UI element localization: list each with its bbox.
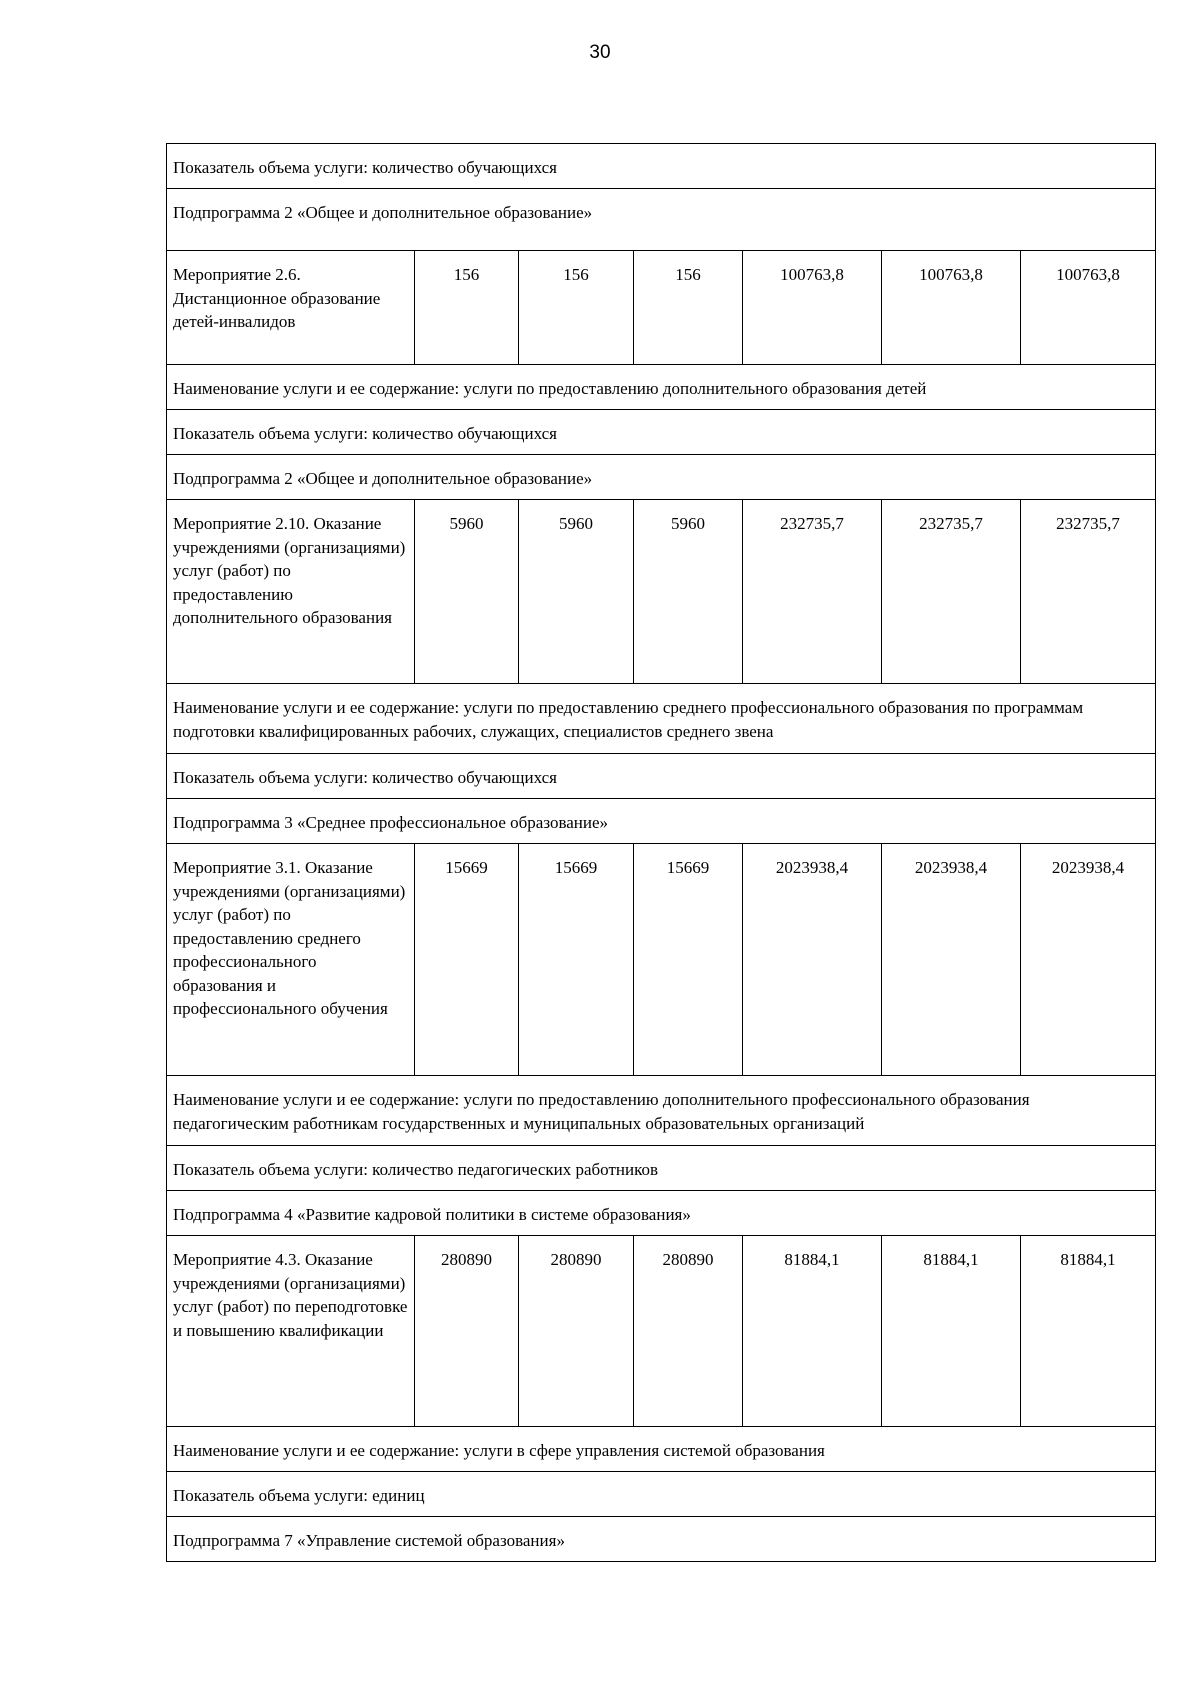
- section-text-cell: Наименование услуги и ее содержание: услуги по предоставлению дополнительного образования детей: [167, 365, 1156, 410]
- value-cell: 81884,1: [882, 1236, 1021, 1427]
- event-row: [167, 1236, 1156, 1427]
- value-cell: 232735,7: [1021, 500, 1156, 684]
- section-text-cell: Подпрограмма 2 «Общее и дополнительное образование»: [167, 189, 1156, 251]
- value-cell: 100763,8: [882, 251, 1021, 365]
- event-row: [167, 251, 1156, 365]
- section-text-cell: Показатель объема услуги: количество обучающихся: [167, 144, 1156, 189]
- section-row: [167, 1191, 1156, 1236]
- event-name-cell: Мероприятие 2.10. Оказание учреждениями (организациями) услуг (работ) по предоставлению дополнительного образования: [167, 500, 415, 684]
- value-cell: 280890: [519, 1236, 634, 1427]
- value-cell: 5960: [634, 500, 743, 684]
- value-cell: 5960: [519, 500, 634, 684]
- value-cell: 5960: [415, 500, 519, 684]
- value-cell: 81884,1: [743, 1236, 882, 1427]
- value-cell: 156: [415, 251, 519, 365]
- value-cell: 232735,7: [743, 500, 882, 684]
- section-row: [167, 455, 1156, 500]
- value-cell: 232735,7: [882, 500, 1021, 684]
- section-text-cell: Показатель объема услуги: количество обучающихся: [167, 410, 1156, 455]
- value-cell: 2023938,4: [1021, 844, 1156, 1076]
- section-text-cell: Подпрограмма 7 «Управление системой образования»: [167, 1517, 1156, 1562]
- value-cell: 280890: [634, 1236, 743, 1427]
- section-row: [167, 365, 1156, 410]
- section-text-cell: Подпрограмма 2 «Общее и дополнительное образование»: [167, 455, 1156, 500]
- section-text-cell: Показатель объема услуги: количество обучающихся: [167, 754, 1156, 799]
- section-text-cell: Подпрограмма 3 «Среднее профессиональное образование»: [167, 799, 1156, 844]
- value-cell: 156: [634, 251, 743, 365]
- section-row: [167, 1472, 1156, 1517]
- event-name-cell: Мероприятие 3.1. Оказание учреждениями (организациями) услуг (работ) по предоставлению среднего профессионального образования и профессионального обучения: [167, 844, 415, 1076]
- section-row: [167, 1517, 1156, 1562]
- event-row: [167, 500, 1156, 684]
- section-row: [167, 410, 1156, 455]
- section-row: [167, 144, 1156, 189]
- services-table: [166, 143, 1156, 1562]
- section-text-cell: Наименование услуги и ее содержание: услуги в сфере управления системой образования: [167, 1427, 1156, 1472]
- section-text-cell: Наименование услуги и ее содержание: услуги по предоставлению среднего профессионального образования по программам подготовки квалифицированных рабочих, служащих, специалистов среднего звена: [167, 684, 1156, 754]
- value-cell: 100763,8: [743, 251, 882, 365]
- section-row: [167, 189, 1156, 251]
- section-row: [167, 1146, 1156, 1191]
- section-text-cell: Подпрограмма 4 «Развитие кадровой политики в системе образования»: [167, 1191, 1156, 1236]
- value-cell: 15669: [519, 844, 634, 1076]
- value-cell: 280890: [415, 1236, 519, 1427]
- value-cell: 15669: [415, 844, 519, 1076]
- section-row: [167, 799, 1156, 844]
- value-cell: 2023938,4: [882, 844, 1021, 1076]
- event-name-cell: Мероприятие 4.3. Оказание учреждениями (организациями) услуг (работ) по переподготовке и повышению квалификации: [167, 1236, 415, 1427]
- value-cell: 100763,8: [1021, 251, 1156, 365]
- section-row: [167, 1427, 1156, 1472]
- section-row: [167, 754, 1156, 799]
- section-row: [167, 684, 1156, 754]
- section-text-cell: Показатель объема услуги: количество педагогических работников: [167, 1146, 1156, 1191]
- event-row: [167, 844, 1156, 1076]
- section-text-cell: Показатель объема услуги: единиц: [167, 1472, 1156, 1517]
- value-cell: 81884,1: [1021, 1236, 1156, 1427]
- value-cell: 156: [519, 251, 634, 365]
- event-name-cell: Мероприятие 2.6. Дистанционное образование детей-инвалидов: [167, 251, 415, 365]
- value-cell: 15669: [634, 844, 743, 1076]
- section-text-cell: Наименование услуги и ее содержание: услуги по предоставлению дополнительного профессионального образования педагогическим работникам государственных и муниципальных образовательных организаций: [167, 1076, 1156, 1146]
- section-row: [167, 1076, 1156, 1146]
- page-number: 30: [589, 42, 611, 63]
- value-cell: 2023938,4: [743, 844, 882, 1076]
